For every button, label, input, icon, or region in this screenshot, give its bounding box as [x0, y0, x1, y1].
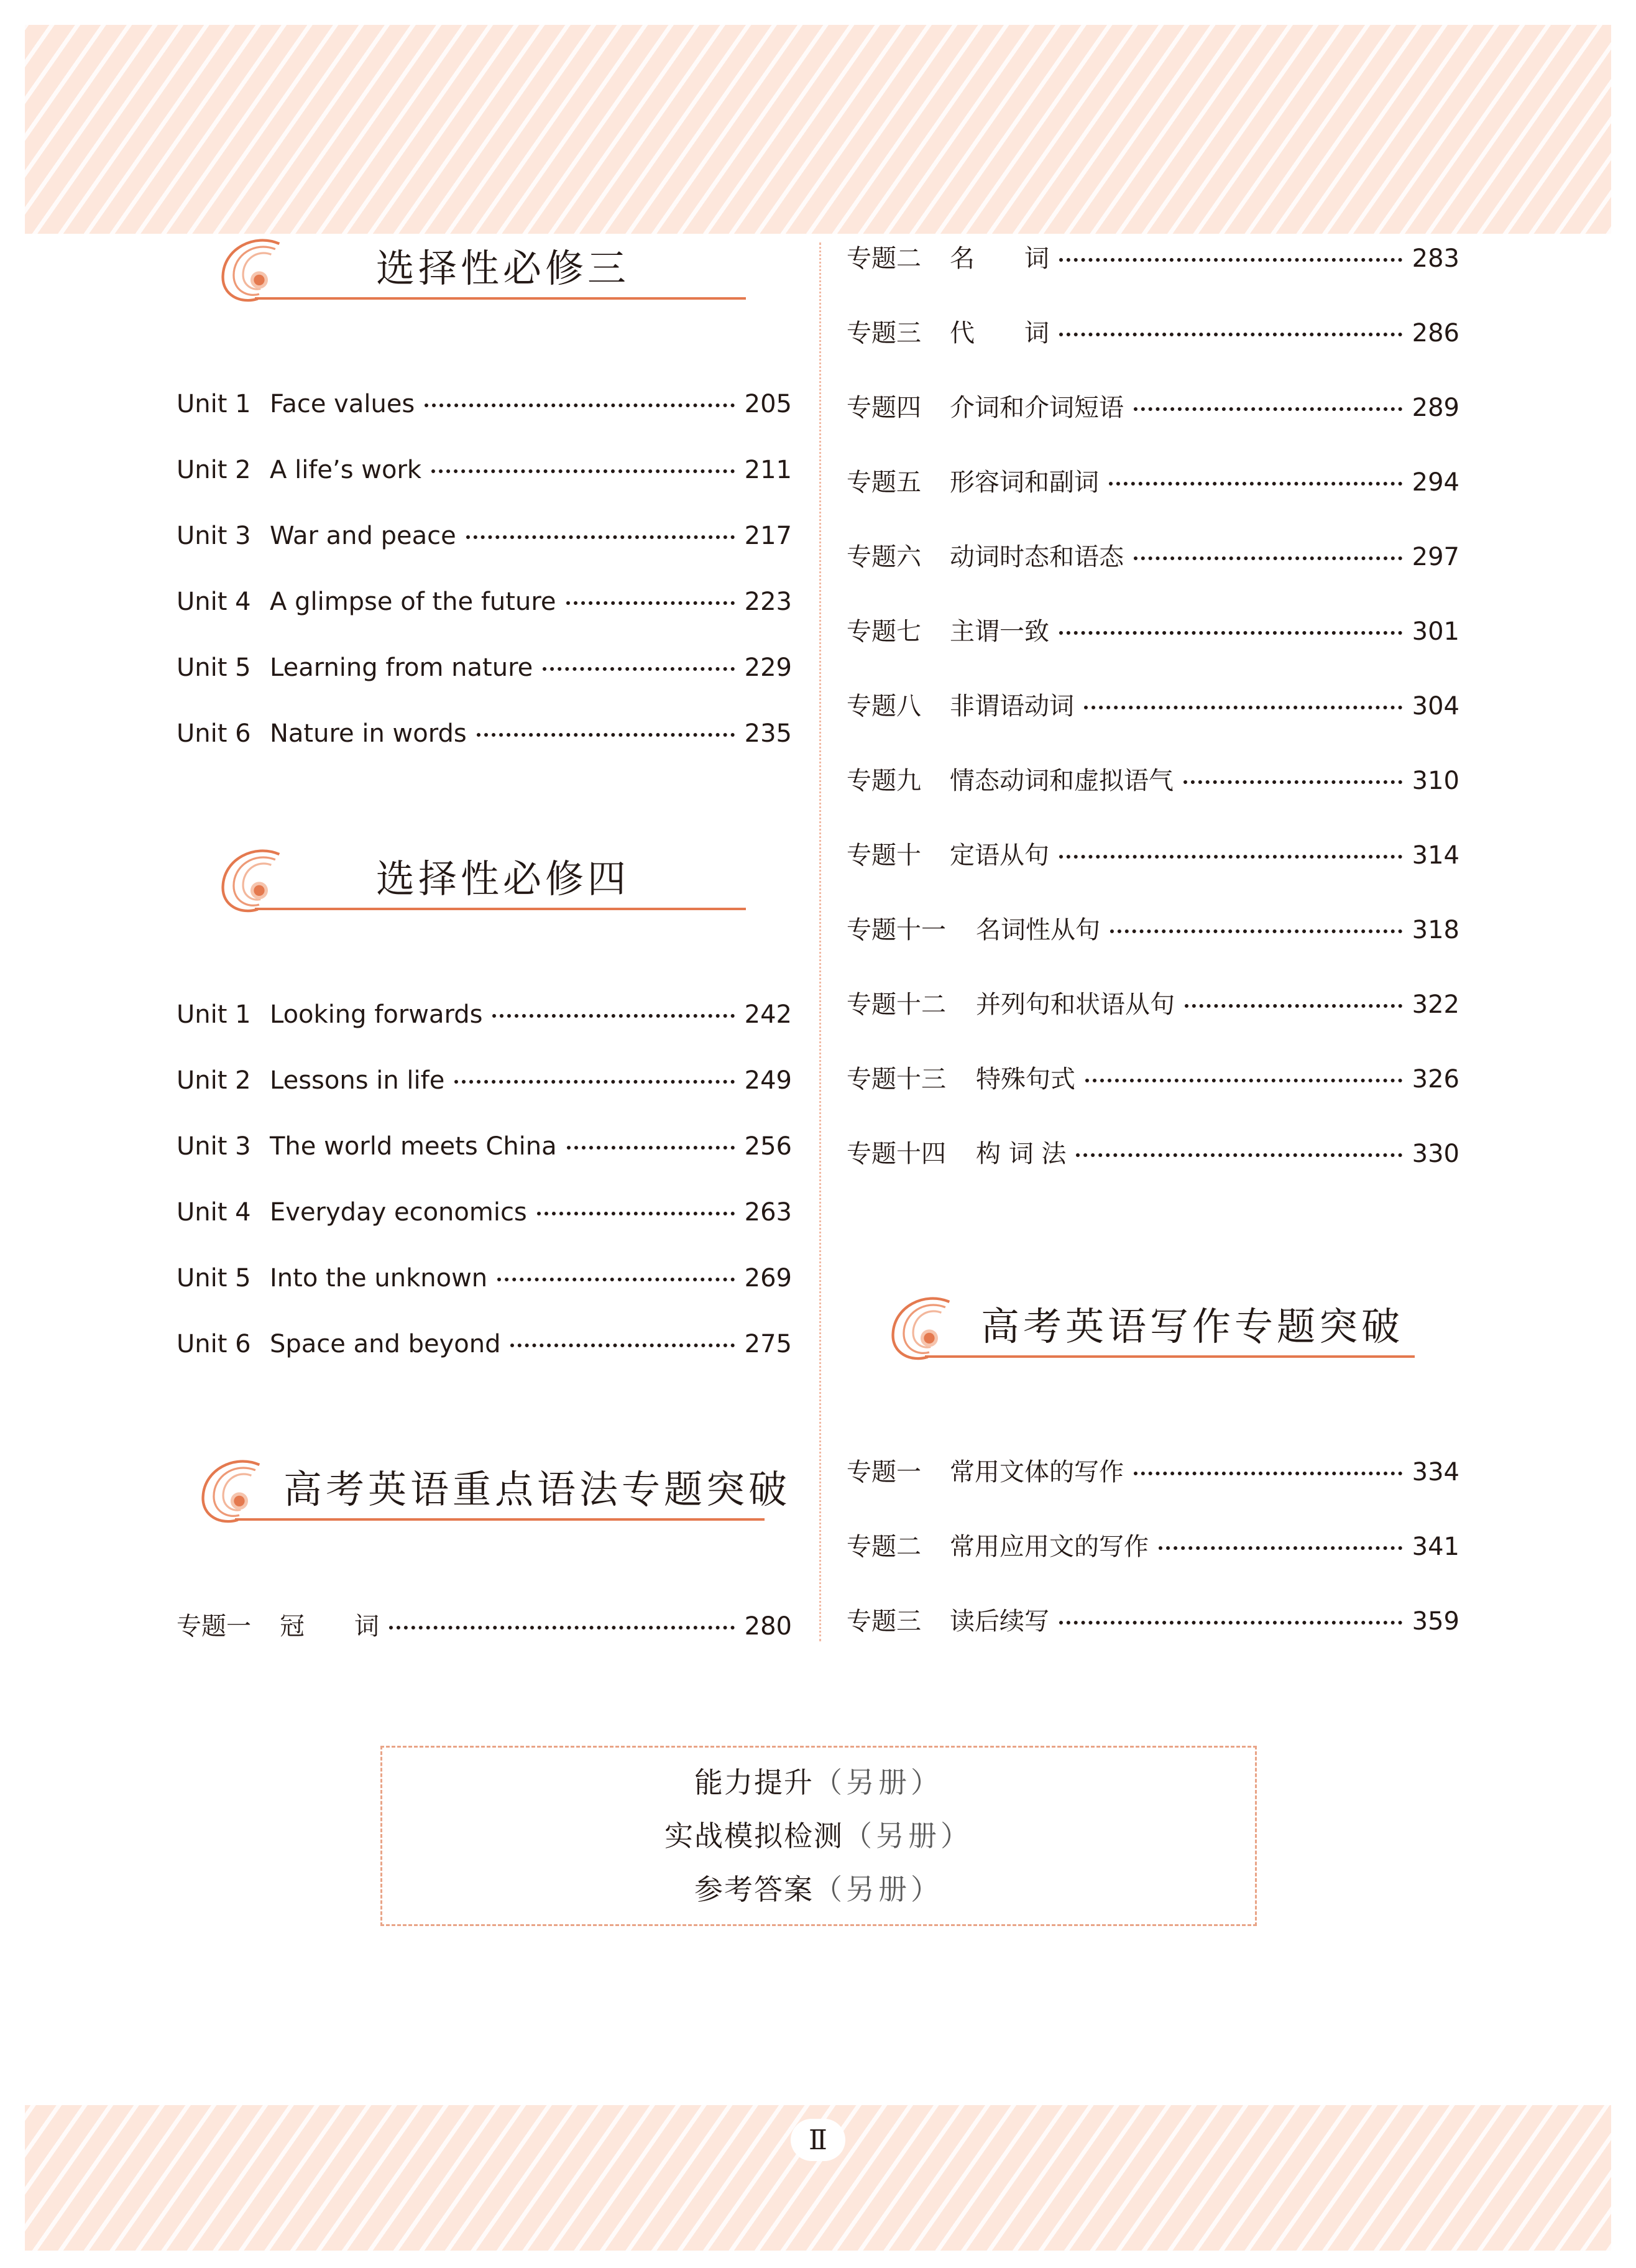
section-logo-icon: [198, 1452, 265, 1527]
toc-entry[interactable]: Unit 4 Everyday economics 263: [177, 1198, 792, 1227]
toc-entry[interactable]: Unit 5 Learning from nature 229: [177, 653, 792, 682]
toc-list-grammar-right: [847, 244, 1459, 1169]
section-heading-writing: [888, 1289, 1422, 1383]
toc-list-s3: [177, 389, 792, 749]
toc-entry[interactable]: Unit 3 War and peace 217: [177, 522, 792, 550]
supplement-item[interactable]: 实战模拟检测（另册）: [664, 1819, 973, 1853]
toc-entry[interactable]: 专题十二 并列句和状语从句 322: [847, 990, 1459, 1019]
section-heading-s4: [218, 842, 746, 935]
section-title: 选择性必修四: [376, 856, 630, 901]
toc-list-grammar-left: [177, 1611, 792, 1641]
toc-entry[interactable]: 专题四 介词和介词短语 289: [847, 394, 1459, 422]
toc-entry[interactable]: 专题一 冠 词 280: [177, 1612, 792, 1641]
toc-entry[interactable]: 专题三 读后续写 359: [847, 1607, 1459, 1636]
page-number: Ⅱ: [791, 2119, 845, 2161]
toc-entry[interactable]: 专题六 动词时态和语态 297: [847, 543, 1459, 571]
section-logo-icon: [888, 1289, 955, 1364]
toc-entry[interactable]: Unit 6 Nature in words 235: [177, 719, 792, 748]
toc-entry[interactable]: Unit 5 Into the unknown 269: [177, 1264, 792, 1293]
section-heading-grammar: [198, 1452, 791, 1546]
supplement-item[interactable]: 能力提升（另册）: [694, 1766, 943, 1799]
toc-entry[interactable]: 专题九 情态动词和虚拟语气 310: [847, 767, 1459, 795]
toc-entry[interactable]: 专题十三 特殊句式 326: [847, 1065, 1459, 1094]
title-underline: [255, 297, 746, 300]
supplement-box: [380, 1746, 1257, 1926]
section-heading-s3: [218, 231, 746, 325]
toc-entry[interactable]: Unit 4 A glimpse of the future 223: [177, 588, 792, 616]
toc-entry[interactable]: 专题一 常用文体的写作 334: [847, 1458, 1459, 1487]
toc-entry[interactable]: Unit 6 Space and beyond 275: [177, 1330, 792, 1358]
header-stripe-band: [25, 25, 1611, 234]
toc-entry[interactable]: 专题二 名 词 283: [847, 244, 1459, 273]
toc-entry[interactable]: 专题十一 名词性从句 318: [847, 916, 1459, 944]
toc-entry[interactable]: 专题二 常用应用文的写作 341: [847, 1533, 1459, 1561]
section-title: 高考英语重点语法专题突破: [283, 1467, 791, 1512]
toc-entry[interactable]: 专题三 代 词 286: [847, 319, 1459, 348]
section-title: 高考英语写作专题突破: [981, 1304, 1404, 1349]
toc-entry[interactable]: Unit 2 Lessons in life 249: [177, 1066, 792, 1095]
section-title: 选择性必修三: [376, 246, 630, 291]
toc-list-s4: [177, 1000, 792, 1359]
supplement-item[interactable]: 参考答案（另册）: [694, 1873, 943, 1906]
toc-entry[interactable]: Unit 1 Looking forwards 242: [177, 1000, 792, 1029]
toc-entry[interactable]: 专题十四 构 词 法 330: [847, 1140, 1459, 1168]
title-underline: [925, 1355, 1415, 1358]
toc-entry[interactable]: Unit 2 A life’s work 211: [177, 456, 792, 484]
toc-entry[interactable]: 专题五 形容词和副词 294: [847, 468, 1459, 497]
section-logo-icon: [218, 231, 285, 306]
toc-list-writing: [847, 1457, 1459, 1636]
toc-entry[interactable]: 专题八 非谓语动词 304: [847, 692, 1459, 721]
toc-entry[interactable]: 专题十 定语从句 314: [847, 841, 1459, 870]
toc-entry[interactable]: 专题七 主谓一致 301: [847, 617, 1459, 646]
toc-entry[interactable]: Unit 1 Face values 205: [177, 390, 792, 418]
title-underline: [255, 908, 746, 910]
title-underline: [235, 1518, 765, 1521]
column-divider: [819, 242, 821, 1641]
section-logo-icon: [218, 842, 285, 916]
toc-entry[interactable]: Unit 3 The world meets China 256: [177, 1132, 792, 1161]
